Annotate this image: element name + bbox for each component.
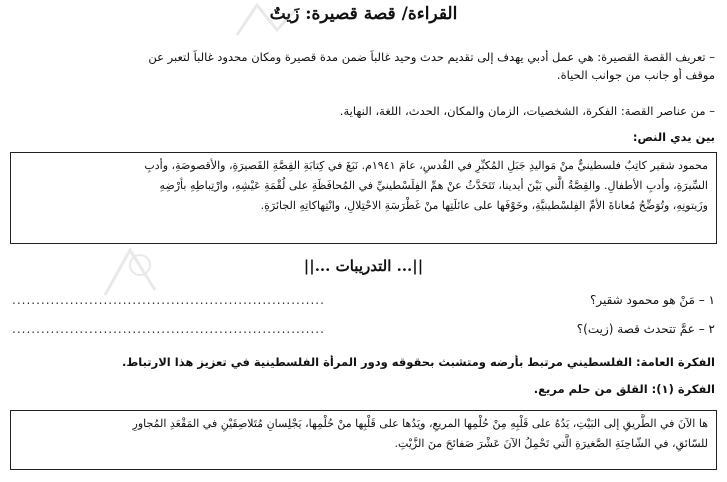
question-1 — [12, 293, 715, 307]
definition-line-1: – تعريف القصة القصيرة: هي عمل أدبي يهدف إلى تقديم حدث وحيد غالباً ضمن مدة قصيرة ومكان محدود غالباً لتعبر عن — [148, 50, 715, 64]
story-box — [10, 410, 717, 470]
page-title: القراءة/ قصة قصيرة: زَيتٌ — [269, 4, 458, 24]
before-text-label: بين يدي النص: — [632, 130, 715, 144]
author-line-3: وزَيتونِهِ، وتُوَضِّحُ مُعاناةَ الأمِّ الفِلسْطينيَّةِ، وخَوْفَها على عائلَتِها منْ غَطْرَسَةِ الاحْتِلالِ، وانْتِهاكاتِهِ الجائرَةِ. — [260, 199, 708, 212]
author-line-2: السِّيرَةِ، وأدبِ الأطفالِ. والقِصَّةُ الَّتي بَيْنَ أيدينا، تَتَحَدَّثُ عنْ همِّ الفِلَسْطينيِّ في المُحافَظَةِ على لُقْمَةِ عَيْشِهِ، وارْتِباطِهِ بأرْضِهِ — [159, 179, 708, 192]
author-box — [10, 152, 717, 244]
definition-line-2: موقف أو جانب من جوانب الحياة. — [556, 68, 715, 82]
question-2-blank[interactable]: ................................................................. — [12, 322, 325, 336]
idea-1: الفكرة (١): القلق من حلم مريع. — [533, 382, 715, 396]
exercises-heading: ||... التدريبات ...|| — [303, 257, 424, 275]
question-2 — [12, 322, 715, 336]
question-1-text: ١ – مَنْ هو محمود شقير؟ — [589, 293, 715, 307]
question-1-blank[interactable]: ................................................................. — [12, 293, 325, 307]
story-line-2: للسّائقِ، في الشّاحِنَةِ الصَّغيرَةِ الَّتي تَحْمِلُ الآنَ عَشْرَ صَفائحَ منَ الزَّيْتِ. — [394, 437, 708, 450]
general-idea: الفكرة العامة: الفلسطيني مرتبط بأرضه ومتشبث بحقوقه ودور المرأة الفلسطينية في تعزيز هذا الارتباط. — [121, 355, 715, 369]
story-elements: – من عناصر القصة: الفكرة، الشخصيات، الزمان والمكان، الحدث، اللغة، النهاية. — [339, 104, 715, 118]
author-line-1: محمود شقير كاتِبٌ فلسطينيٌّ منْ مَواليدِ جَبَلِ المُكبِّرِ في القُدسِ، عامَ ١٩٤١م. نَبَغَ في كِتابَةِ القِصَّةِ القَصيرَةِ، والأقصوصَةِ، وأدبِ — [144, 159, 708, 172]
question-2-text: ٢ – عمَّ تتحدث قصة (زيت)؟ — [576, 322, 715, 336]
story-line-1: ها الآنَ في الطَّريقِ إلى البَيْتِ، يَدُهُ على قَلْبِهِ مِنْ حُلْمِها المريعِ، ويَدُها على قَلْبِها منْ حُلْمِها، يَجْلِسانِ مُتَلاصِقَيْنِ في المَقْعَدِ المُجاورِ — [132, 417, 708, 430]
